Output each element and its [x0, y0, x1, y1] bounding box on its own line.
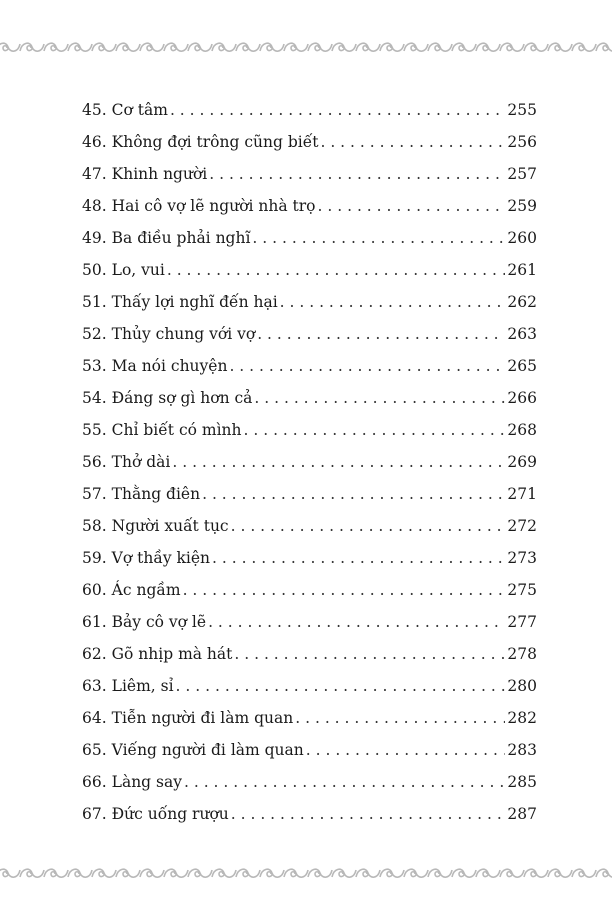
toc-entry-page: 282: [507, 709, 537, 727]
dot-leader: [170, 98, 505, 122]
toc-entry-number: 66.: [82, 773, 107, 791]
dot-leader: [209, 162, 505, 186]
dot-leader: [229, 354, 505, 378]
toc-entry-page: 272: [507, 517, 537, 535]
toc-entry-number: 63.: [82, 677, 107, 695]
top-ornamental-border-icon: [0, 38, 612, 56]
toc-entry-number: 57.: [82, 485, 107, 503]
toc-entry: [82, 770, 537, 802]
toc-entry-number: 54.: [82, 389, 107, 407]
toc-entry: [82, 514, 537, 546]
toc-entry: [82, 546, 537, 578]
toc-entry-title: Làng say: [111, 773, 182, 791]
toc-entry-page: 257: [507, 165, 537, 183]
toc-entry: [82, 802, 537, 834]
toc-entry-title: Viếng người đi làm quan: [111, 741, 304, 759]
toc-entry: [82, 386, 537, 418]
toc-entry: [82, 194, 537, 226]
dot-leader: [280, 290, 506, 314]
toc-entry-page: 268: [507, 421, 537, 439]
dot-leader: [202, 482, 505, 506]
toc-entry: [82, 610, 537, 642]
toc-entry-number: 47.: [82, 165, 107, 183]
toc-entry: [82, 674, 537, 706]
toc-entry: [82, 706, 537, 738]
dot-leader: [231, 514, 506, 538]
toc-entry: [82, 322, 537, 354]
toc-entry: [82, 418, 537, 450]
toc-entry-page: 261: [507, 261, 537, 279]
dot-leader: [172, 450, 505, 474]
toc-entry: [82, 98, 537, 130]
toc-entry-title: Không đợi trông cũng biết: [111, 133, 319, 151]
toc-entry-title: Tiễn người đi làm quan: [111, 709, 294, 727]
toc-entry-page: 265: [507, 357, 537, 375]
toc-entry-title: Vợ thầy kiện: [111, 549, 211, 567]
toc-entry-title: Bảy cô vợ lẽ: [111, 613, 207, 631]
toc-entry: [82, 290, 537, 322]
toc-entry: [82, 738, 537, 770]
toc-entry-title: Thằng điên: [111, 485, 201, 503]
dot-leader: [254, 386, 505, 410]
toc-entry-page: 255: [507, 101, 537, 119]
toc-entry: [82, 258, 537, 290]
toc-entry-page: 262: [507, 293, 537, 311]
toc-entry-title: Ma nói chuyện: [111, 357, 228, 375]
dot-leader: [257, 322, 505, 346]
toc-entry-number: 50.: [82, 261, 107, 279]
toc-entry-title: Gõ nhịp mà hát: [111, 645, 233, 663]
toc-entry-page: 269: [507, 453, 537, 471]
dot-leader: [212, 546, 505, 570]
toc-entry: [82, 130, 537, 162]
toc-entry-title: Người xuất tục: [111, 517, 229, 535]
dot-leader: [295, 706, 505, 730]
toc-entry-page: 285: [507, 773, 537, 791]
toc-entry: [82, 226, 537, 258]
toc-entry: [82, 642, 537, 674]
toc-entry-number: 48.: [82, 197, 107, 215]
toc-entry-number: 59.: [82, 549, 107, 567]
toc-entry-title: Thủy chung với vợ: [111, 325, 256, 343]
toc-entry-title: Chỉ biết có mình: [111, 421, 242, 439]
toc-entry-page: 278: [507, 645, 537, 663]
toc-entry-number: 52.: [82, 325, 107, 343]
toc-entry-title: Khinh người: [111, 165, 208, 183]
dot-leader: [318, 194, 506, 218]
dot-leader: [320, 130, 505, 154]
toc-entry-page: 283: [507, 741, 537, 759]
toc-entry-number: 46.: [82, 133, 107, 151]
toc-entry-number: 67.: [82, 805, 107, 823]
toc-entry-number: 45.: [82, 101, 107, 119]
toc-entry-page: 266: [507, 389, 537, 407]
toc-entry-number: 65.: [82, 741, 107, 759]
toc-entry-page: 271: [507, 485, 537, 503]
toc-entry-number: 49.: [82, 229, 107, 247]
toc-entry-number: 62.: [82, 645, 107, 663]
toc-entry-title: Cơ tâm: [111, 101, 168, 119]
toc-entry-title: Hai cô vợ lẽ người nhà trọ: [111, 197, 316, 215]
toc-entry-page: 273: [507, 549, 537, 567]
toc-entry-number: 55.: [82, 421, 107, 439]
dot-leader: [167, 258, 506, 282]
dot-leader: [252, 226, 505, 250]
toc-entry-page: 275: [507, 581, 537, 599]
toc-entry-title: Ác ngầm: [111, 581, 181, 599]
toc-entry-number: 64.: [82, 709, 107, 727]
dot-leader: [306, 738, 506, 762]
dot-leader: [176, 674, 506, 698]
toc-entry-title: Đức uống rượu: [111, 805, 229, 823]
toc-entry-page: 259: [507, 197, 537, 215]
toc-entry-number: 51.: [82, 293, 107, 311]
toc-entry-title: Liêm, sỉ: [111, 677, 174, 695]
toc-entry-title: Thấy lợi nghĩ đến hại: [111, 293, 278, 311]
toc-entry: [82, 482, 537, 514]
dot-leader: [183, 578, 506, 602]
toc-entry: [82, 578, 537, 610]
dot-leader: [184, 770, 505, 794]
toc-entry-title: Lo, vui: [111, 261, 165, 279]
toc-entry-number: 60.: [82, 581, 107, 599]
toc-entry: [82, 162, 537, 194]
toc-entry-page: 263: [507, 325, 537, 343]
dot-leader: [234, 642, 505, 666]
toc-entry: [82, 450, 537, 482]
dot-leader: [208, 610, 505, 634]
toc-entry-number: 56.: [82, 453, 107, 471]
toc-entry-title: Thở dài: [111, 453, 171, 471]
toc-entry-page: 256: [507, 133, 537, 151]
toc-entry-page: 277: [507, 613, 537, 631]
toc-entry-page: 260: [507, 229, 537, 247]
dot-leader: [244, 418, 506, 442]
toc-entry-title: Đáng sợ gì hơn cả: [111, 389, 253, 407]
toc-entry: [82, 354, 537, 386]
dot-leader: [231, 802, 506, 826]
table-of-contents: [82, 98, 537, 834]
toc-entry-title: Ba điều phải nghĩ: [111, 229, 251, 247]
toc-entry-page: 287: [507, 805, 537, 823]
bottom-ornamental-border-icon: [0, 864, 612, 882]
toc-entry-number: 58.: [82, 517, 107, 535]
toc-entry-page: 280: [507, 677, 537, 695]
toc-entry-number: 61.: [82, 613, 107, 631]
toc-entry-number: 53.: [82, 357, 107, 375]
